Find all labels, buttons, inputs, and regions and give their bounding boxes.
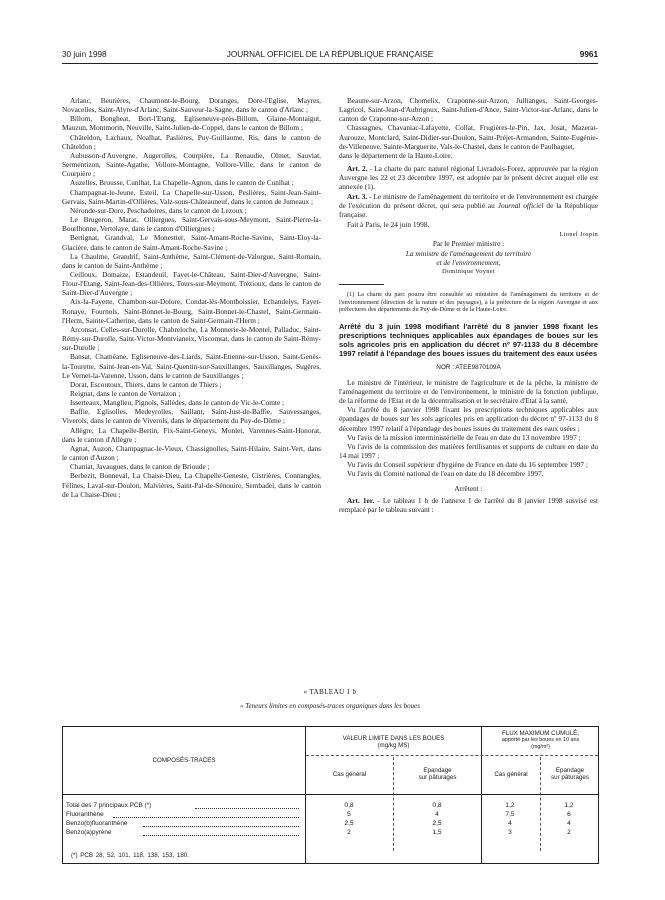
leader-dots <box>143 835 299 836</box>
page-number: 9961 <box>579 50 598 59</box>
header-bottom-rule <box>63 794 598 795</box>
footnote-rule <box>339 284 384 285</box>
sub-cas-general-1: Cas général <box>332 771 367 778</box>
leader-dots <box>195 808 299 809</box>
commune-paragraph: Bertignat, Grandval, Le Monestier, Saint-Amant-Roche-Savine, Saint-Eloy-la-Glacière, dans le canton de Saint-Amant-Roche-Savine ; <box>62 233 321 252</box>
arretent: Arrêtent : <box>454 484 483 494</box>
table-cell-value: 4 <box>435 811 439 818</box>
table-cell-value: 2 <box>347 829 351 836</box>
commune-paragraph: Bansat, Chaméane, Egliseneuve-des-Liards, Saint-Etienne-sur-Usson, Saint-Genès-la-Tourette, Saint-Jean-en-Val, Saint-Quentin-sur-Sauxillanges, Sauxillanges, Sugères, Le Vernet-la-Varenne, Usson, dans le canton de Sauxillanges ; <box>62 352 321 380</box>
article-1-label: Art. 1er. <box>347 495 375 505</box>
ministre-title-2: et de l'environnement, <box>436 257 501 267</box>
leader-dots <box>113 817 299 818</box>
table-cell-value: 7,5 <box>505 811 515 818</box>
fait-a-paris: Fait à Paris, le 24 juin 1998. <box>347 220 430 230</box>
col-valeur-unit: (mg/kg MS) <box>377 742 410 749</box>
commune-paragraph: Arconsat, Celles-sur-Durolle, Chabreloche, La Monnerie-le-Montel, Palladuc, Saint-Rémy-sur-Durolle, Saint-Victor-Montvianeix, Viscomtat, dans le canton de Saint-Rémy-sur-Durolle ; <box>62 324 321 353</box>
nor-reference: NOR : ATEE9870109A <box>436 363 501 371</box>
article-2-label: Art. 2. <box>347 164 368 174</box>
table-cell-value: 4 <box>508 820 512 827</box>
table-cell-value: 2,5 <box>344 820 354 827</box>
par-le-premier-ministre: Par le Premier ministre : <box>432 239 505 249</box>
table-cell-value: 4 <box>567 820 571 827</box>
commune-paragraph: Beaune-sur-Arzon, Chomelix, Craponne-sur-Arzon, Jullianges, Saint-Georges-Lagricol, Saint-Jean-d'Aubrigoux, Saint-Julien-d'Ance, Saint-Victor-sur-Arlanc, dans le canton de Craponne-sur-Arzon ; <box>339 96 598 124</box>
limits-table <box>62 726 599 864</box>
col-flux-header: FLUX MAXIMUM CUMULÉ, <box>501 730 579 737</box>
commune-paragraph: Reignat, dans le canton de Vertaizon ; <box>70 389 181 398</box>
issue-date: 30 juin 1998 <box>62 50 107 59</box>
commune-paragraph: Agnat, Auzon, Champagnac-le-Vieux, Chassignolles, Saint-Hilaire, Saint-Vert, dans le canton d'Auzon ; <box>62 443 321 463</box>
commune-paragraph: Néronde-sur-Dore, Peschadoires, dans le canton de Lezoux ; <box>70 205 247 215</box>
visa-paragraph: Vu l'avis du Comité national de l'eau en date du 18 décembre 1997, <box>347 469 544 479</box>
table-cell-value: 5 <box>347 811 351 818</box>
sub-epandage-2a: Epandage <box>555 767 585 774</box>
table-row-label: Benzo(b)fluoranthène <box>66 820 128 827</box>
right-column <box>339 96 598 656</box>
commune-paragraph: Aubusson-d'Auvergne, Augerolles, Courpière, La Renaudie, Olmet, Sauviat, Sermentizon, Sainte-Agathe, Vollore-Montagne, Vollore-Ville, dans le canton de Courpière ; <box>62 150 321 179</box>
commune-paragraph: Allègre, La Chapelle-Bertin, Fix-Saint-Geneys, Monlet, Varennes-Saint-Honorat, dans le canton d'Allègre ; <box>62 425 321 444</box>
commune-paragraph: Le Brugeron, Marat, Olliergues, Saint-Gervais-sous-Meymont, Saint-Pierre-la-Bourlhonne, Vertolaye, dans le canton d'Olliergues ; <box>62 215 321 234</box>
commune-paragraph: Aix-la-Fayette, Chambon-sur-Dolore, Condat-lès-Montboissier, Echandelys, Fayet-Ronaye, Fournols, Saint-Bonnet-le-Bourg, Saint-Bonnet-le-Chastel, Saint-Germain-l'Herm, Sainte-Catherine, dans le canton de Saint-Germain-l'Herm ; <box>62 297 321 325</box>
col-flux-sub: apporté par les boues en 10 ans <box>501 737 580 743</box>
col-flux-unit: (mg/m²) <box>531 744 550 750</box>
commune-paragraph: Arlanc, Beurières, Chaumont-le-Bourg, Doranges, Dore-l'Eglise, Mayres, Novacelles, Saint-Alyre-d'Arlanc, Saint-Sauveur-la-Sagne, dans le canton d'Arlanc ; <box>62 96 321 115</box>
col-composes-header: COMPOSÉS-TRACES <box>152 757 216 764</box>
commune-paragraph: Champagnat-le-Jeune, Esteil, La Chapelle-sur-Usson, Peslières, Saint-Jean-Saint-Gervais, Saint-Martin-d'Ollières, Valz-sous-Châteauneuf, dans le canton de Jumeaux ; <box>62 187 321 206</box>
commune-paragraph: Auzelles, Brousse, Cunlhat, La Chapelle-Agnon, dans le canton de Cunlhat ; <box>70 178 294 188</box>
visa-paragraph: Vu l'avis du Conseil supérieur d'hygiène de France en date du 16 septembre 1997 ; <box>347 460 588 470</box>
col-valeur-header: VALEUR LIMITE DANS LES BOUES <box>342 735 445 742</box>
sub-epandage-1b: sur pâturages <box>418 774 457 781</box>
article-1-text: - Le tableau 1 b de l'annexe I de l'arrêté du 8 janvier 1998 susvisé est remplacé par le tableau suivant : <box>339 495 598 514</box>
page-header <box>62 50 598 64</box>
pcb-footnote: (*) PCB 28, 52, 101, 118, 138, 153, 180. <box>71 852 189 859</box>
ministre-title-1: La ministre de l'aménagement du territoire <box>405 248 532 258</box>
table-cell-value: 2,5 <box>432 820 442 827</box>
charte-footnote: (1) La charte du parc pourra être consultée au ministère de l'aménagement du territoire et de l'environnement (direction de la nature et des paysages), à la préfecture de la région Auvergne et aux préfectures des départements du Puy-de-Dôme et de la Haute-Loire. <box>339 290 598 314</box>
article-2-text: - La charte du parc naturel régional Livradois-Forez, approuvée par la région Auvergne les 22 et 23 décembre 1997, est adoptée par le présent décret auquel elle est annexée (1). <box>339 164 598 192</box>
article-3-label: Art. 3. <box>347 191 368 201</box>
table-cell-value: 6 <box>567 811 571 818</box>
arrete-title: Arrêté du 3 juin 1998 modifiant l'arrêté du 8 janvier 1998 fixant les prescriptions techniques applicables aux épandages de boues sur les sols agricoles pris en application du décret nº 97-1133 du 8 décembre 1997 relatif à l'épandage des boues issues du traitement des eaux usées <box>339 321 598 359</box>
visa-paragraph: Vu l'avis de la mission interministérielle de l'eau en date du 13 novembre 1997 ; <box>347 432 581 442</box>
sub-epandage-2b: sur pâturages <box>551 774 589 781</box>
table-cell-value: 0,8 <box>344 802 354 809</box>
table-cell-value: 1,5 <box>432 829 442 836</box>
leader-dots <box>143 826 299 827</box>
header-rule <box>62 63 598 64</box>
table-row-label: Total des 7 principaux PCB (*) <box>66 802 152 809</box>
table-title: « TABLEAU 1 b <box>303 688 357 696</box>
table-subtitle: « Teneurs limites en composés-traces organiques dans les boues <box>240 702 420 710</box>
commune-paragraph: Isserteaux, Manglieu, Pignols, Sallèdes, dans le canton de Vic-le-Comte ; <box>70 398 285 408</box>
commune-paragraph: Dorat, Escoutoux, Thiers, dans le canton de Thiers ; <box>70 379 222 389</box>
visa-paragraph: Vu l'arrêté du 8 janvier 1998 fixant les prescriptions techniques applicables aux épandages de boues sur les sols agricoles pris en application du décret nº 97-1133 du 8 décembre 1997 relatif à l'épandage des boues issues du traitement des eaux usées ; <box>339 405 598 433</box>
article-3-end: de la République française. <box>339 200 598 219</box>
signatory-ministre: Dominique Voynet <box>441 267 496 275</box>
journal-officiel: Journal officiel <box>497 200 544 210</box>
table-cell-value: 1,2 <box>564 802 574 809</box>
sub-cas-general-2: Cas général <box>494 771 528 778</box>
table-cell-value: 3 <box>508 829 512 836</box>
article-3-text: - Le ministre de l'aménagement du territoire et de l'environnement est chargée de l'exécution du présent décret, qui sera publié au <box>339 191 599 210</box>
signatory-pm: Lionel Jospin <box>559 231 598 239</box>
arrete-body <box>339 378 598 479</box>
table-cell-value: 0,8 <box>432 802 442 809</box>
article-3 <box>339 192 598 219</box>
table-cell-value: 2 <box>567 829 571 836</box>
sub-epandage-1a: Epandage <box>423 767 452 774</box>
commune-paragraph: Baffie, Eglisolles, Medeyrolles, Saillant, Saint-Just-de-Baffie, Sauvessanges, Viverols, dans le canton de Viverols, dans le département du Puy-de-Dôme ; <box>62 407 321 426</box>
commune-paragraph: Chassagnes, Chavaniac-Lafayette, Collat, Frugières-le-Pin, Jax, Josat, Mazerat-Aurouze, Montclard, Saint-Didier-sur-Doulon, Saint-Préjet-Armandon, Sainte-Eugénie-de-Villeneuve, Sainte-Marguerite, Vals-le-Chastel, dans le canton de Paulhaguet, <box>339 123 598 151</box>
table-row-label: Fluoranthène <box>66 811 104 818</box>
article-2 <box>339 164 598 191</box>
header-subrule <box>306 755 598 756</box>
article-1 <box>339 496 598 514</box>
commune-paragraph: dans le département de la Haute-Loire. <box>339 150 453 160</box>
table-cell-value: 1,2 <box>505 802 515 809</box>
commune-list <box>339 96 598 160</box>
visa-paragraph: Le ministre de l'intérieur, le ministre de l'agriculture et de la pêche, la ministre de l'aménagement du territoire et de l'environnement, le ministre de la fonction publique, de la réforme de l'Etat et de la décentralisation et le secrétaire d'Etat à la santé, <box>339 377 598 406</box>
journal-title: JOURNAL OFFICIEL DE LA RÉPUBLIQUE FRANÇAISE <box>226 50 434 59</box>
left-column <box>62 96 321 750</box>
visa-paragraph: Vu l'avis de la commission des matières fertilisantes et supports de culture en date du 14 mai 1997 ; <box>339 441 598 460</box>
commune-paragraph: Berbezit, Bonneval, La Chaise-Dieu, La Chapelle-Geneste, Cistrières, Connangles, Félines, Laval-sur-Doulon, Malvières, Saint-Pal-de-Sénouire, Sembadel, dans le canton de La Chaise-Dieu ; <box>62 471 321 499</box>
commune-paragraph: Châteldon, Lachaux, Noalhat, Paslières, Puy-Guillaume, Ris, dans le canton de Châteldon ; <box>62 132 321 151</box>
commune-paragraph: Billom, Bongheat, Bort-l'Etang, Egliseneuve-près-Billom, Glaine-Montaigut, Mauzun, Montmorin, Neuville, Saint-Julien-de-Coppel, dans le canton de Billom ; <box>62 114 321 133</box>
table-row-label: Benzo(a)pyrène <box>66 829 112 836</box>
commune-paragraph: La Chaulme, Grandrif, Saint-Anthème, Saint-Clément-de-Valorgue, Saint-Romain, dans le canton de Saint-Anthème ; <box>62 251 321 270</box>
commune-paragraph: Chaniat, Javaugues, dans le canton de Brioude ; <box>70 462 210 472</box>
commune-paragraph: Ceilloux, Domaize, Estandeuil, Fayet-le-Château, Saint-Dier-d'Auvergne, Saint-Flour-l'Etang, Saint-Jean-des-Ollières, Tours-sur-Meymont, Trézioux, dans le canton de Saint-Dier-d'Auvergne ; <box>62 269 321 298</box>
